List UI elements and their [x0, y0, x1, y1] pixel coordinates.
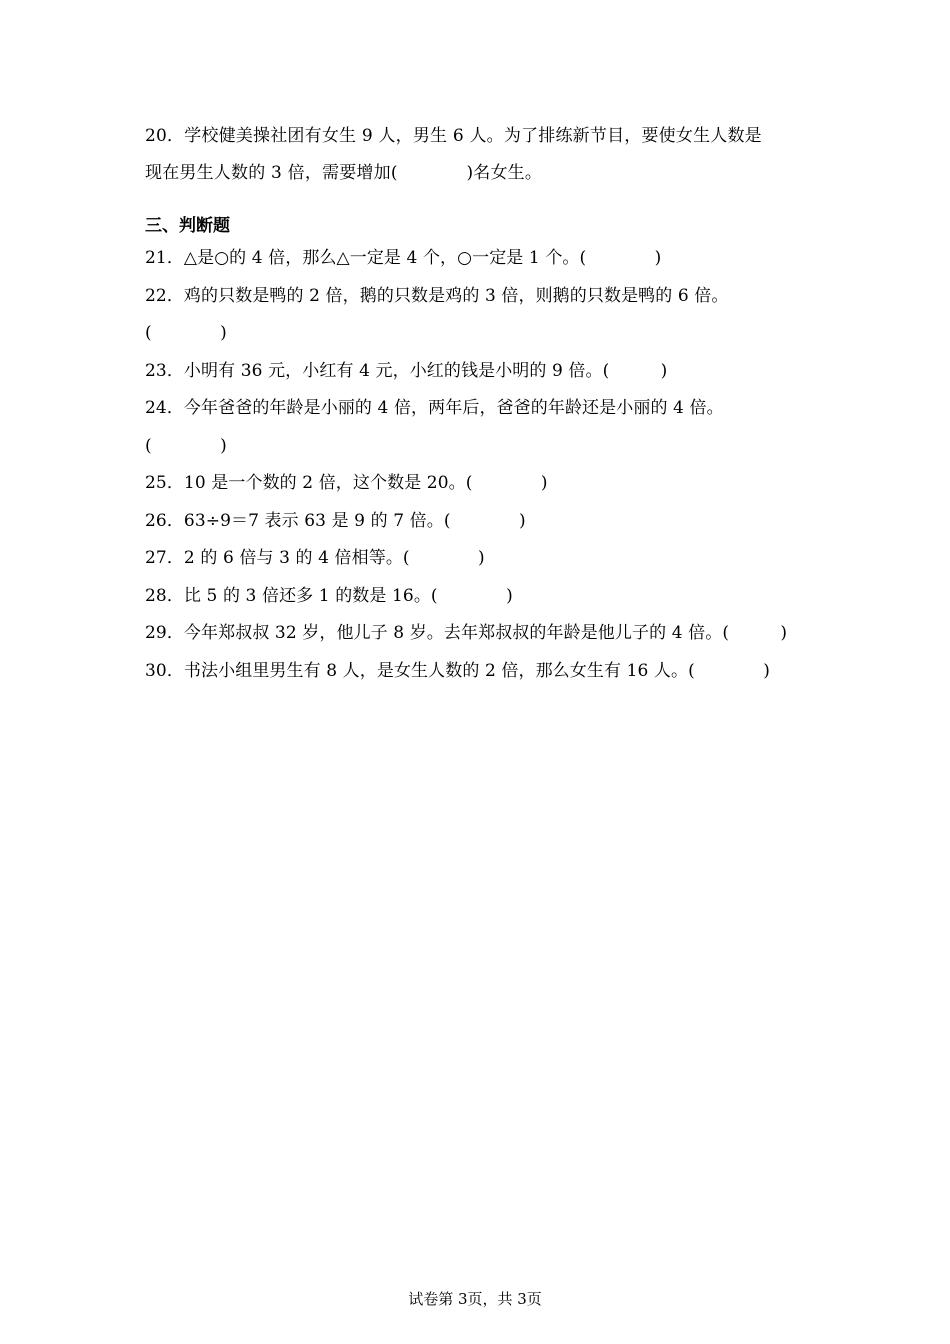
page-footer: 试卷第 3页，共 3页 [408, 1290, 542, 1308]
question-20-line-1: 20．学校健美操社团有女生 9 人，男生 6 人。为了排练新节目，要使女生人数是 [145, 126, 762, 146]
question-27 [145, 540, 815, 578]
question-22 [145, 278, 815, 353]
section-gap [145, 192, 815, 210]
question-24-line-2: ( ) [145, 435, 227, 456]
question-30 [145, 653, 815, 691]
question-30-line: 30．书法小组里男生有 8 人，是女生人数的 2 倍，那么女生有 16 人。( ) [145, 660, 770, 681]
question-28 [145, 578, 815, 616]
question-23 [145, 353, 815, 391]
question-21-line: 21．△是○的 4 倍，那么△一定是 4 个，○一定是 1 个。( ) [145, 248, 662, 268]
question-22-line-2: ( ) [145, 323, 227, 343]
question-29-line: 29．今年郑叔叔 32 岁，他儿子 8 岁。去年郑叔叔的年龄是他儿子的 4 倍。( ) [145, 623, 788, 643]
question-26-line: 26．63÷9＝7 表示 63 是 9 的 7 倍。( ) [145, 510, 526, 531]
question-29 [145, 615, 815, 653]
question-24-line-1: 24．今年爸爸的年龄是小丽的 4 倍，两年后，爸爸的年龄还是小丽的 4 倍。 [145, 398, 724, 418]
question-20 [145, 118, 815, 192]
question-28-line: 28．比 5 的 3 倍还多 1 的数是 16。( ) [145, 585, 513, 606]
question-23-line: 23．小明有 36 元，小红有 4 元，小红的钱是小明的 9 倍。( ) [145, 360, 668, 381]
question-21 [145, 240, 815, 278]
question-25 [145, 465, 815, 503]
question-20-line-2: 现在男生人数的 3 倍，需要增加( )名女生。 [145, 163, 543, 183]
section-title-judgement: 三、判断题 [145, 216, 230, 236]
question-27-line: 27．2 的 6 倍与 3 的 4 倍相等。( ) [145, 548, 485, 568]
question-24 [145, 390, 815, 465]
page-content [145, 118, 815, 690]
question-25-line: 25．10 是一个数的 2 倍，这个数是 20。( ) [145, 473, 548, 493]
question-22-line-1: 22．鸡的只数是鸭的 2 倍，鹅的只数是鸡的 3 倍，则鹅的只数是鸭的 6 倍。 [145, 285, 729, 306]
question-26 [145, 503, 815, 541]
